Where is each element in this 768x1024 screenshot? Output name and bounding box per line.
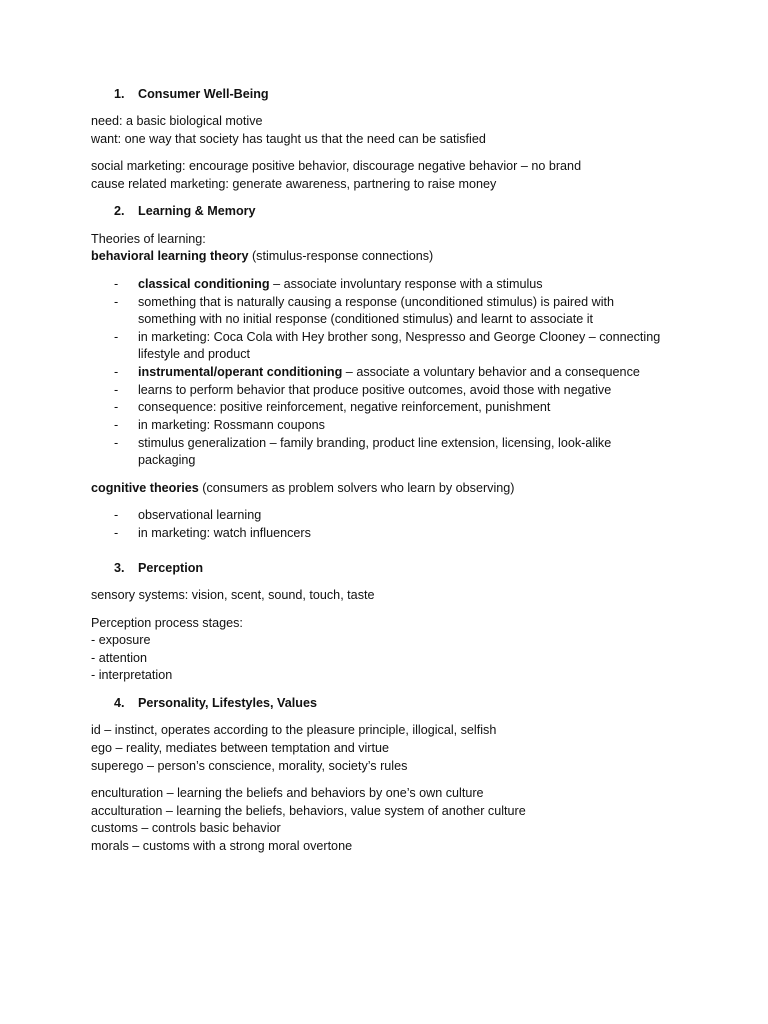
text-line: Theories of learning: <box>91 232 206 246</box>
list-item: - in marketing: Rossmann coupons <box>114 418 325 432</box>
list-item: - in marketing: watch influencers <box>114 526 311 540</box>
text-line: behavioral learning theory (stimulus-response connections) <box>91 249 434 263</box>
text-line: Perception process stages: <box>91 616 243 630</box>
text-line: id – instinct, operates according to the pleasure principle, illogical, selfish <box>91 723 497 737</box>
text-line: morals – customs with a strong moral overtone <box>91 839 353 853</box>
list-item-continuation: packaging <box>138 453 196 467</box>
list-item-continuation: something with no initial response (conditioned stimulus) and learnt to associate it <box>138 312 594 326</box>
text-line: - interpretation <box>91 668 173 682</box>
section-heading-3: 3. Perception <box>114 561 204 575</box>
text-line: cause related marketing: generate awareness, partnering to raise money <box>91 177 497 191</box>
text-line: want: one way that society has taught us that the need can be satisfied <box>91 132 486 146</box>
text-line: ego – reality, mediates between temptation and virtue <box>91 741 389 755</box>
text-line: - attention <box>91 651 148 665</box>
list-item: - instrumental/operant conditioning – associate a voluntary behavior and a consequence <box>114 365 640 379</box>
text-line: customs – controls basic behavior <box>91 821 281 835</box>
text-line: social marketing: encourage positive behavior, discourage negative behavior – no brand <box>91 159 582 173</box>
list-item: - in marketing: Coca Cola with Hey brother song, Nespresso and George Clooney – connecting <box>114 330 661 344</box>
text-line: superego – person’s conscience, morality, society’s rules <box>91 759 408 773</box>
section-heading-2: 2. Learning & Memory <box>114 204 256 218</box>
list-item: - consequence: positive reinforcement, negative reinforcement, punishment <box>114 400 551 414</box>
list-item: - learns to perform behavior that produce positive outcomes, avoid those with negative <box>114 383 612 397</box>
section-heading-4: 4. Personality, Lifestyles, Values <box>114 696 317 710</box>
text-line: - exposure <box>91 633 151 647</box>
list-item: - something that is naturally causing a response (unconditioned stimulus) is paired with <box>114 295 615 309</box>
list-item-continuation: lifestyle and product <box>138 347 251 361</box>
list-item: - classical conditioning – associate involuntary response with a stimulus <box>114 277 543 291</box>
text-line: need: a basic biological motive <box>91 114 263 128</box>
list-item: - stimulus generalization – family branding, product line extension, licensing, look-alike <box>114 436 612 450</box>
text-line: sensory systems: vision, scent, sound, touch, taste <box>91 588 375 602</box>
text-line: cognitive theories (consumers as problem solvers who learn by observing) <box>91 481 515 495</box>
list-item: - observational learning <box>114 508 262 522</box>
text-line: acculturation – learning the beliefs, behaviors, value system of another culture <box>91 804 526 818</box>
section-heading-1: 1. Consumer Well-Being <box>114 87 269 101</box>
text-line: enculturation – learning the beliefs and behaviors by one’s own culture <box>91 786 484 800</box>
